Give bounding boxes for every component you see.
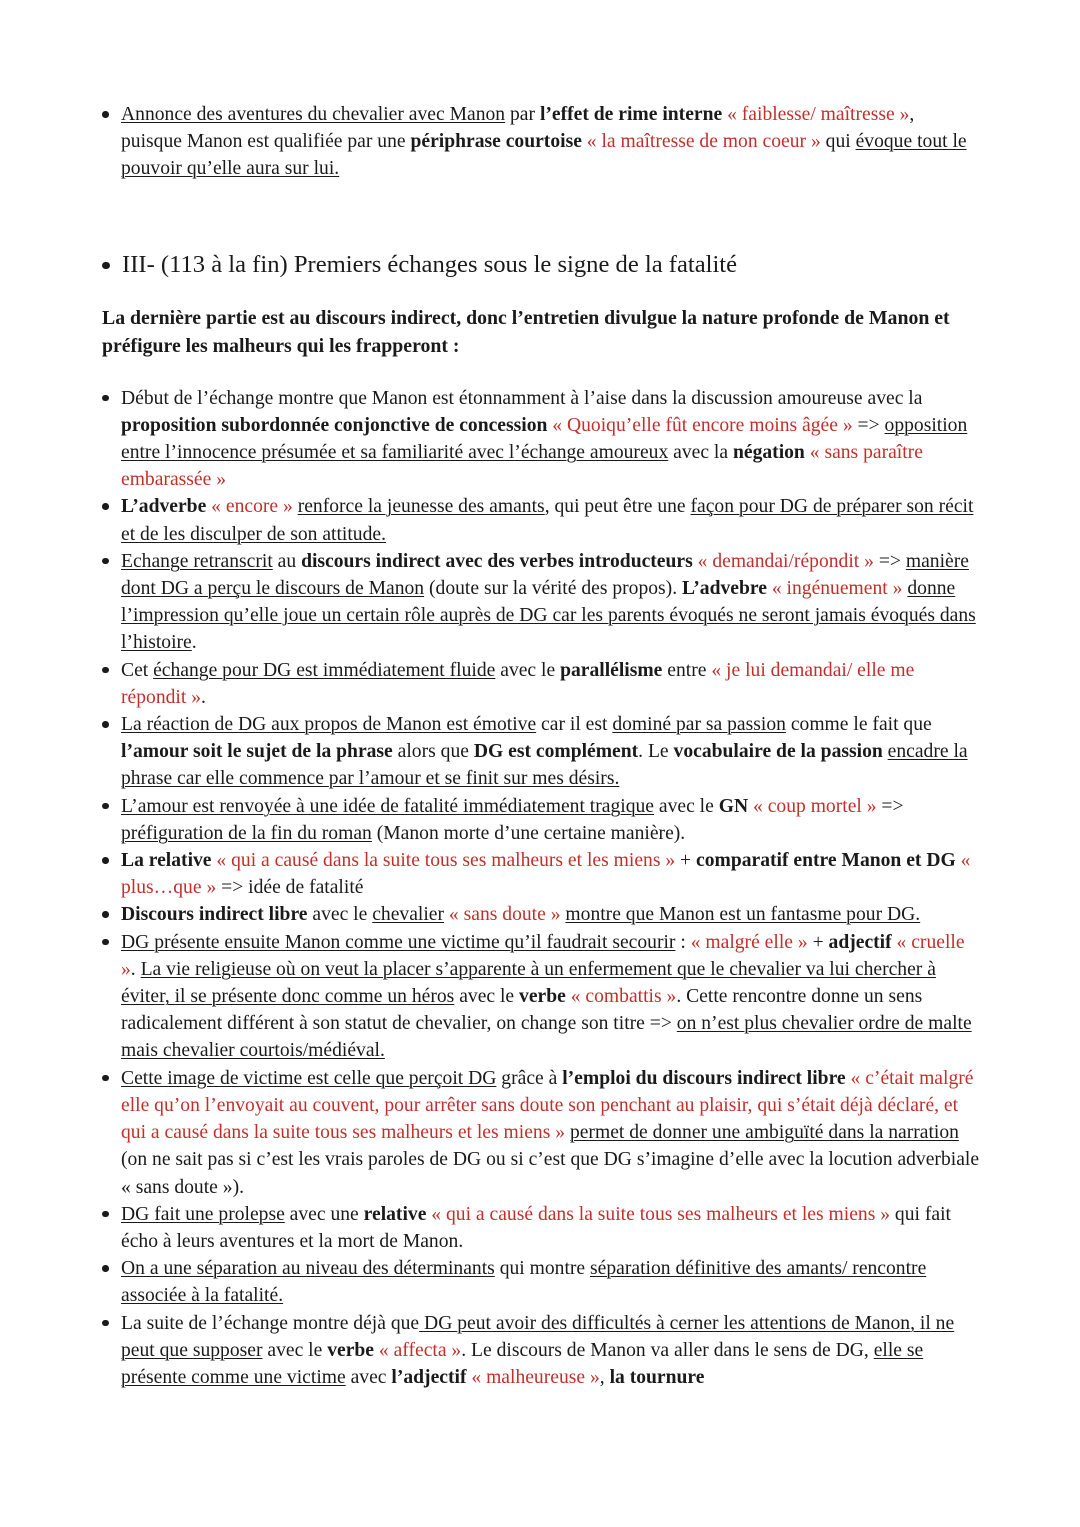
quotation: « c’était malgré elle qu’on l’envoyait au couvent, pour arrêter sans doute son penchant au plaisir, qui s’était déjà déclaré, et qui a causé dans la suite tous ses malheurs et les miens » xyxy=(121,1067,974,1144)
underlined-text: DG fait une prolepse xyxy=(121,1203,285,1225)
bold-term: La relative xyxy=(121,850,212,872)
underlined-text: évoque tout le pouvoir qu’elle aura sur lui. xyxy=(121,131,967,180)
text-segment: => xyxy=(852,414,885,436)
text-segment: . xyxy=(130,958,141,980)
text-segment: qui xyxy=(820,131,856,153)
text-segment: + xyxy=(675,850,696,872)
bold-term: DG est complément xyxy=(473,741,639,763)
bullet-item-t1 xyxy=(102,101,980,183)
quotation: « qui a causé dans la suite tous ses malheurs et les miens » xyxy=(211,850,676,872)
text-segment: avec le xyxy=(262,1339,328,1361)
quotation: « je lui demandai/ elle me répondit » xyxy=(121,659,915,708)
text-segment: avec le xyxy=(653,795,719,817)
text-segment: . xyxy=(191,632,197,654)
text-segment: . xyxy=(201,686,206,708)
underlined-text: La vie religieuse où on veut la placer s’apparente à un enfermement que le chevalier va lui chercher à éviter, il se présente donc comme un héros xyxy=(121,958,936,1008)
bold-term: discours indirect avec des verbes introducteurs xyxy=(301,550,693,572)
bullet-item-i9 xyxy=(102,929,980,1065)
bold-term: adjectif xyxy=(828,931,892,953)
bold-term: GN xyxy=(718,795,749,817)
text-segment: par xyxy=(505,104,540,125)
underlined-text: permet de donner une ambiguïté dans la narration xyxy=(569,1122,959,1144)
underlined-text: Echange retranscrit xyxy=(121,550,273,572)
underlined-text: opposition entre l’innocence présumée et sa familiarité avec l’échange amoureux xyxy=(121,414,968,464)
text-segment: grâce à xyxy=(496,1067,563,1089)
text-segment: qui fait écho à leurs aventures et la mort de Manon. xyxy=(121,1203,951,1252)
bold-term: L’adverbe xyxy=(121,496,207,518)
bullet-list-top xyxy=(102,101,980,183)
text-segment: Début de l’échange montre que Manon est étonnamment à l’aise dans la discussion amoureuse avec la xyxy=(121,387,923,409)
bullet-item-i2 xyxy=(102,493,980,547)
bullet-item-i5 xyxy=(102,711,980,793)
text-segment: avec xyxy=(345,1366,392,1388)
underlined-text: donne l’impression qu’elle joue un certain rôle auprès de DG car les parents évoqués ne seront jamais évoqués dans l’histoire xyxy=(121,578,976,654)
text-segment: entre xyxy=(662,659,712,681)
bold-term: L’advebre xyxy=(682,578,767,600)
underlined-text: échange pour DG est immédiatement fluide xyxy=(153,659,496,681)
bullet-item-i7 xyxy=(102,847,980,901)
text-segment: . Le xyxy=(638,741,674,763)
text-segment: qui montre xyxy=(494,1258,591,1280)
underlined-text: DG peut avoir des difficultés à cerner les attentions de Manon, il ne peut que supposer xyxy=(121,1312,955,1361)
text-segment: (Manon morte d’une certaine manière). xyxy=(371,822,686,844)
section-intro: La dernière partie est au discours indirect, donc l’entretien divulgue la nature profonde de Manon et préfigure les malheurs qui les frapperont : xyxy=(102,306,950,357)
quotation: « sans paraître embarassée » xyxy=(121,442,923,491)
bold-term: verbe xyxy=(327,1339,375,1361)
bullet-item-i4 xyxy=(102,657,980,711)
underlined-text: La réaction de DG aux propos de Manon est émotive xyxy=(121,714,537,736)
bold-term: négation xyxy=(732,442,805,464)
text-segment: car il est xyxy=(536,714,613,736)
underlined-text: chevalier xyxy=(372,904,445,926)
text-segment: (doute sur la vérité des propos). xyxy=(424,578,683,600)
text-segment: au xyxy=(272,550,302,572)
text-segment: , puisque Manon est qualifiée par une xyxy=(121,104,915,153)
bullet-item-i3 xyxy=(102,548,980,657)
bullet-item-i8 xyxy=(102,901,980,928)
underlined-text: L’amour est renvoyée à une idée de fatalité immédiatement tragique xyxy=(121,795,654,817)
bold-term: comparatif entre Manon et DG xyxy=(696,850,956,872)
underlined-text: DG présente ensuite Manon comme une victime qu’il faudrait secourir xyxy=(121,931,676,953)
bold-term: l’adjectif xyxy=(391,1366,467,1388)
section-heading: III- (113 à la fin) Premiers échanges sous le signe de la fatalité xyxy=(102,250,980,280)
text-segment: Cet xyxy=(121,659,154,681)
quotation: « sans doute » xyxy=(444,904,561,926)
underlined-text: manière dont DG a perçu le discours de Manon xyxy=(121,550,969,600)
bold-term: proposition subordonnée conjonctive de concession xyxy=(121,414,548,436)
underlined-text: On a une séparation au niveau des déterminants xyxy=(121,1258,495,1280)
quotation: « cruelle » xyxy=(121,931,965,980)
text-segment: avec la xyxy=(668,442,733,464)
underlined-text: encadre la phrase car elle commence par l’amour et se finit sur mes désirs. xyxy=(121,741,968,790)
underlined-text: montre que Manon est un fantasme pour DG. xyxy=(565,904,921,926)
bullet-item-i11 xyxy=(102,1201,980,1255)
underlined-text: séparation définitive des amants/ rencontre associée à la fatalité. xyxy=(121,1258,927,1307)
text-segment: => idée de fatalité xyxy=(216,877,364,899)
underlined-text: elle se présente comme une victime xyxy=(121,1339,924,1388)
quotation: « la maîtresse de mon coeur » xyxy=(581,131,821,153)
underlined-text: dominé par sa passion xyxy=(612,714,786,736)
text-segment: avec le xyxy=(495,659,561,681)
text-segment: , xyxy=(599,1366,610,1388)
bullet-item-i10 xyxy=(102,1065,980,1201)
text-segment: avec une xyxy=(284,1203,364,1225)
text-segment: => xyxy=(873,550,906,572)
quotation: « coup mortel » xyxy=(748,795,877,817)
bold-term: parallélisme xyxy=(560,659,663,681)
underlined-text: renforce la jeunesse des amants xyxy=(297,496,545,518)
bold-term: l’effet de rime interne xyxy=(539,104,723,125)
quotation: « malgré elle » xyxy=(690,931,808,953)
bold-term: la tournure xyxy=(609,1366,705,1388)
quotation: « ingénuement » xyxy=(766,578,903,600)
quotation: « Quoiqu’elle fût encore moins âgée » xyxy=(547,414,853,436)
bullet-item-i6 xyxy=(102,793,980,847)
text-segment: . Le discours de Manon va aller dans le sens de DG, xyxy=(461,1339,874,1361)
bold-term: Discours indirect libre xyxy=(121,904,308,926)
quotation: « qui a causé dans la suite tous ses malheurs et les miens » xyxy=(426,1203,891,1225)
quotation: « encore » xyxy=(206,496,293,518)
bold-term: verbe xyxy=(519,986,566,1008)
text-segment: + xyxy=(807,931,829,953)
quotation: « plus…que » xyxy=(121,850,971,899)
bullet-list-main xyxy=(102,385,980,1392)
bold-term: périphrase courtoise xyxy=(410,131,582,153)
text-segment: avec le xyxy=(307,904,373,926)
text-segment: : xyxy=(675,931,691,953)
bullet-item-i1 xyxy=(102,385,980,494)
underlined-text: façon pour DG de préparer son récit et de les disculper de son attitude. xyxy=(121,496,974,545)
quotation: « combattis » xyxy=(565,986,677,1008)
text-segment: . Cette rencontre donne un sens radicalement différent à son statut de chevalier, on change son titre => xyxy=(121,986,923,1035)
text-segment: (on ne sait pas si c’est les vrais paroles de DG ou si c’est que DG s’imagine d’elle avec la locution adverbiale « sans doute »). xyxy=(121,1149,980,1198)
bullet-item-i12 xyxy=(102,1255,980,1309)
underlined-text: on n’est plus chevalier ordre de malte mais chevalier courtois/médiéval. xyxy=(121,1013,972,1062)
text-segment: alors que xyxy=(392,741,474,763)
quotation: « affecta » xyxy=(374,1339,462,1361)
text-segment: => xyxy=(876,795,904,817)
underlined-text: Cette image de victime est celle que perçoit DG xyxy=(121,1067,497,1089)
text-segment: comme le fait que xyxy=(785,714,932,736)
quotation: « demandai/répondit » xyxy=(692,550,874,572)
text-segment: , qui peut être une xyxy=(544,496,691,518)
bold-term: l’amour soit le sujet de la phrase xyxy=(121,741,393,763)
quotation: « faiblesse/ maîtresse » xyxy=(722,104,910,125)
bold-term: relative xyxy=(363,1203,427,1225)
underlined-text: Annonce des aventures du chevalier avec Manon xyxy=(121,104,506,125)
bold-term: l’emploi du discours indirect libre xyxy=(562,1067,846,1089)
text-segment: avec le xyxy=(454,986,520,1008)
quotation: « malheureuse » xyxy=(466,1366,600,1388)
bold-term: vocabulaire de la passion xyxy=(673,741,883,763)
underlined-text: préfiguration de la fin du roman xyxy=(121,822,372,844)
text-segment: La suite de l’échange montre déjà que xyxy=(121,1312,420,1334)
bullet-item-i13 xyxy=(102,1310,980,1392)
